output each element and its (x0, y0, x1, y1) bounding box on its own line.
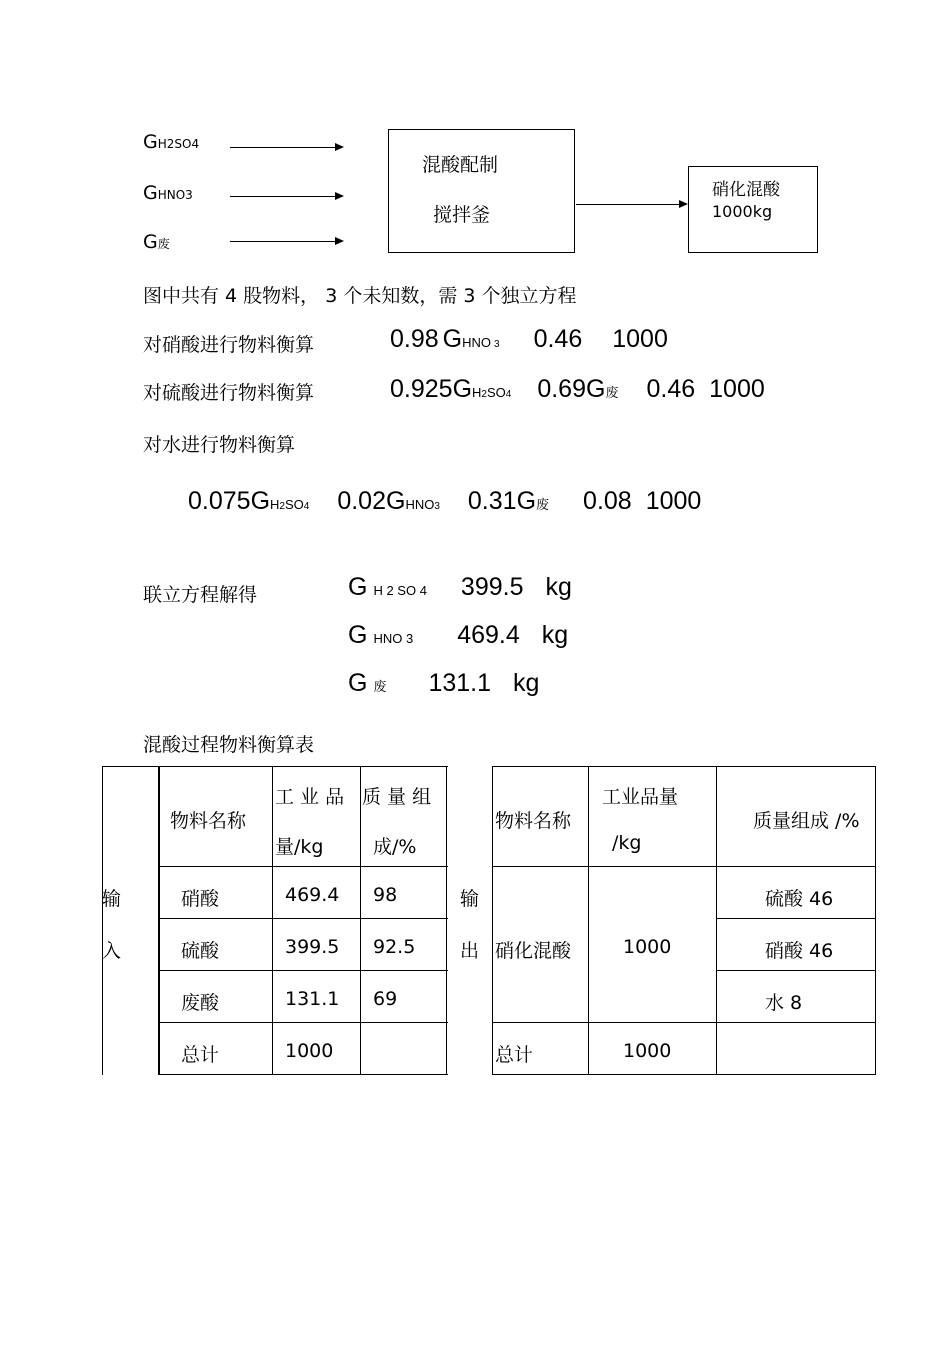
header-out-comp: 质量组成 /% (753, 810, 860, 832)
mixer-box (388, 129, 575, 253)
output-label-2: 1000kg (712, 202, 773, 221)
header-name: 物料名称 (170, 810, 247, 832)
header-qty-1: 工 业 品 (275, 786, 345, 808)
input-row-qty: 399.5 (285, 936, 340, 958)
table-title: 混酸过程物料衡算表 (143, 734, 315, 756)
input-row-comp: 98 (373, 884, 398, 906)
output-total-name: 总计 (495, 1044, 534, 1066)
output-side-label-1: 输 (460, 888, 480, 910)
header-comp-1: 质 量 组 (362, 786, 432, 808)
arrow-right-icon (230, 147, 342, 148)
input-row-comp: 92.5 (373, 936, 416, 958)
input-total-name: 总计 (181, 1044, 220, 1066)
input-h2so4-label: GH2SO4 (143, 131, 200, 153)
h2so4-equation: 0.925GH2SO4 0.69G废 0.46 1000 (390, 375, 765, 403)
output-comp-h2so4: 硫酸 46 (765, 888, 834, 910)
header-comp-2: 成/% (373, 836, 417, 858)
input-side-label-1: 输 (102, 888, 122, 910)
input-row-name: 硫酸 (181, 940, 220, 962)
input-row-qty: 469.4 (285, 884, 340, 906)
output-box (688, 166, 818, 253)
input-row-qty: 131.1 (285, 988, 340, 1010)
input-hno3-label: GHNO3 (143, 182, 193, 204)
output-total-qty: 1000 (623, 1040, 672, 1062)
arrow-right-icon (230, 241, 342, 242)
solution-waste: G废 131.1 kg (348, 669, 540, 697)
hno3-balance-label: 对硝酸进行物料衡算 (143, 334, 315, 356)
h2so4-balance-label: 对硫酸进行物料衡算 (143, 382, 315, 404)
output-label-1: 硝化混酸 (712, 180, 780, 200)
header-out-qty-2: /kg (612, 832, 642, 854)
input-waste-label: G废 (143, 231, 170, 253)
input-side-label-2: 入 (102, 940, 122, 962)
hno3-equation: 0.98 GHNO 3 0.46 1000 (390, 325, 668, 353)
output-row-qty: 1000 (623, 936, 672, 958)
input-row-comp: 69 (373, 988, 398, 1010)
output-side-label-2: 出 (460, 940, 480, 962)
arrow-right-icon (230, 196, 342, 197)
mixer-label-2: 搅拌釜 (433, 204, 491, 226)
output-comp-hno3: 硝酸 46 (765, 940, 834, 962)
input-row-name: 硝酸 (181, 888, 220, 910)
input-total-qty: 1000 (285, 1040, 334, 1062)
header-out-name: 物料名称 (495, 810, 572, 832)
arrow-right-icon (576, 204, 686, 205)
intro-text: 图中共有 4 股物料， 3 个未知数，需 3 个独立方程 (143, 285, 577, 307)
water-balance-label: 对水进行物料衡算 (143, 434, 296, 456)
header-out-qty-1: 工业品量 (602, 786, 679, 808)
mixer-label-1: 混酸配制 (422, 154, 499, 176)
water-equation: 0.075GH2SO4 0.02GHNO3 0.31G废 0.08 1000 (188, 487, 702, 515)
input-row-name: 废酸 (181, 992, 220, 1014)
solution-hno3: GHNO 3 469.4 kg (348, 621, 569, 649)
output-comp-water: 水 8 (765, 992, 803, 1014)
header-qty-2: 量/kg (275, 836, 324, 858)
output-row-name: 硝化混酸 (495, 940, 572, 962)
solve-label: 联立方程解得 (143, 584, 258, 606)
solution-h2so4: G H 2 SO 4 399.5 kg (348, 573, 572, 601)
